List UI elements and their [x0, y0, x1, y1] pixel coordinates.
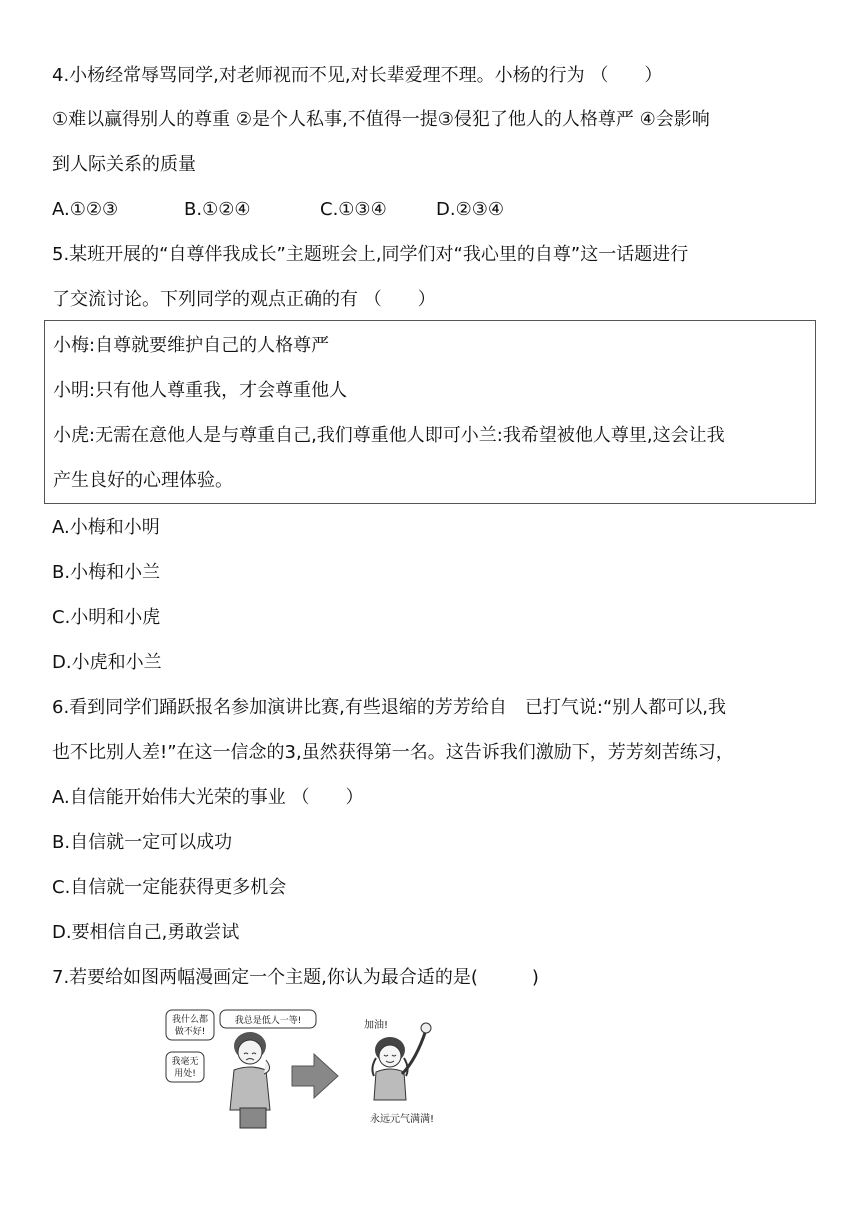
- comic-bubble-3-line2: 用处!: [174, 1069, 196, 1079]
- q5-stem-line1: 5.某班开展的“自尊伴我成长”主题班会上,同学们对“我心里的自尊”这一话题进行: [52, 244, 689, 265]
- q4-option-c: C.①③④: [320, 199, 387, 220]
- q4-options: [52, 198, 504, 222]
- q5-option-c: C.小明和小虎: [52, 607, 161, 628]
- q6-stem-line1: 6.看到同学们踊跃报名参加演讲比赛,有些退缩的芳芳给自 已打气说:“别人都可以,我: [52, 697, 727, 718]
- comic-bubble-1-line1: 我什么都: [171, 1015, 209, 1025]
- q6-option-b: B.自信就一定可以成功: [52, 832, 233, 853]
- q5-box-line: 小虎:无需在意他人是与尊重自己,我们尊重他人即可小兰:我希望被他人尊里,这会让我: [53, 425, 725, 446]
- q4-stem: 4.小杨经常辱骂同学,对老师视而不见,对长辈爱理不理。小杨的行为 （ ）: [52, 65, 663, 86]
- q5-stem-line2: 了交流讨论。下列同学的观点正确的有 （ ）: [52, 289, 436, 310]
- q5-option-d: D.小虎和小兰: [52, 652, 162, 673]
- q4-statements-line2: 到人际关系的质量: [52, 154, 196, 175]
- q6-stem-line2: 也不比别人差!”在这一信念的3,虽然获得第一名。这告诉我们激励下，芳芳刻苦练习，: [52, 742, 734, 763]
- q5-opinion-box: [44, 320, 816, 504]
- q4-option-d: D.②③④: [436, 199, 504, 220]
- q6-option-c: C.自信就一定能获得更多机会: [52, 877, 287, 898]
- q5-box-line: 小梅:自尊就要维护自己的人格尊严: [53, 335, 330, 356]
- transition-arrow-icon: [292, 1054, 338, 1098]
- comic-bubble-3-line1: 我毫无: [171, 1057, 199, 1067]
- q6-option-a: A.自信能开始伟大光荣的事业 （ ）: [52, 787, 364, 808]
- comic-cheer-text: 加油!: [364, 1020, 389, 1031]
- comic-bubble-2: 我总是低人一等!: [234, 1016, 302, 1026]
- q6-option-d: D.要相信自己,勇敢尝试: [52, 922, 240, 943]
- q5-box-line: 小明:只有他人尊重我，才会尊重他人: [53, 380, 348, 401]
- q4-option-a: A.①②③: [52, 199, 119, 220]
- q5-box-line: 产生良好的心理体验。: [53, 470, 233, 491]
- q5-option-b: B.小梅和小兰: [52, 562, 161, 583]
- comic-caption: 永远元气满满!: [370, 1114, 435, 1125]
- q4-statements-line1: ①难以赢得别人的尊重 ②是个人私事,不值得一提③侵犯了他人的人格尊严 ④会影响: [52, 109, 710, 130]
- happy-girl-illustration: [364, 1018, 434, 1125]
- q4-option-b: B.①②④: [184, 199, 251, 220]
- q5-option-a: A.小梅和小明: [52, 517, 160, 538]
- q7-comic-image: [164, 1008, 482, 1130]
- comic-bubble-1-line2: 做不好!: [174, 1027, 206, 1037]
- q7-stem: 7.若要给如图两幅漫画定一个主题,你认为最合适的是( ): [52, 967, 539, 988]
